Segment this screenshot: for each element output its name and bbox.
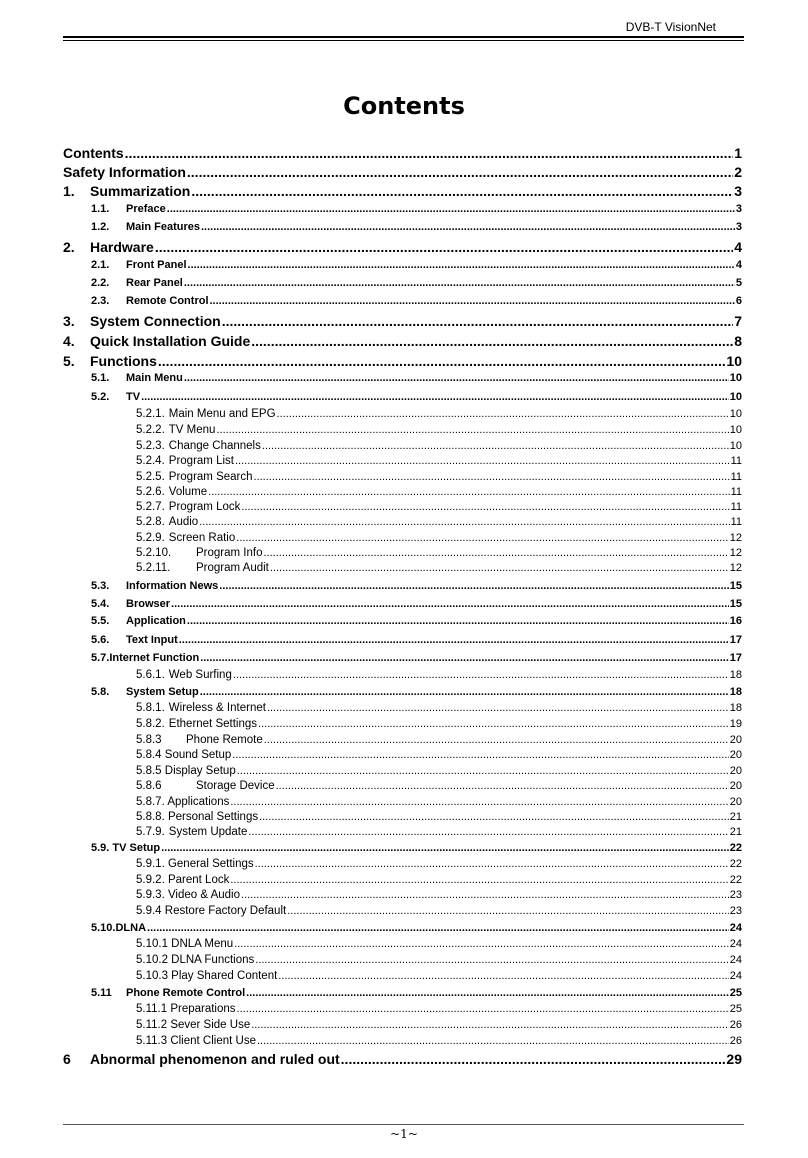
toc-entry-title: 5.9.1. General Settings — [136, 858, 254, 870]
toc-entry[interactable] — [63, 221, 742, 233]
toc-entry-title: 5.9. TV Setup — [91, 842, 161, 854]
dot-leader — [267, 702, 729, 714]
toc-entry-page: 11 — [730, 516, 742, 528]
toc-entry-title: Safety Information — [63, 164, 186, 180]
toc-entry[interactable] — [63, 734, 742, 746]
toc-entry[interactable] — [63, 842, 742, 854]
dot-leader — [237, 765, 729, 777]
dot-leader — [241, 501, 729, 513]
toc-entry[interactable] — [63, 372, 742, 384]
toc-entry[interactable] — [63, 353, 742, 369]
toc-entry[interactable] — [63, 295, 742, 307]
toc-entry-number: 5.6.1. — [136, 669, 165, 681]
toc-entry-page: 10 — [726, 353, 742, 369]
dot-leader — [158, 353, 726, 369]
toc-entry[interactable] — [63, 826, 742, 838]
dot-leader — [201, 221, 735, 233]
toc-entry-page: 6 — [735, 295, 742, 307]
toc-entry-page: 10 — [729, 391, 742, 403]
toc-entry[interactable] — [63, 164, 742, 180]
toc-entry[interactable] — [63, 183, 742, 199]
toc-entry-page: 1 — [734, 145, 742, 161]
toc-entry-page: 20 — [729, 765, 742, 777]
toc-entry[interactable] — [63, 615, 742, 627]
dot-leader — [167, 203, 735, 215]
toc-entry-title: Functions — [90, 353, 157, 369]
toc-entry-number: 2. — [63, 239, 75, 255]
dot-leader — [171, 598, 729, 610]
dot-leader — [241, 889, 729, 901]
dot-leader — [208, 486, 729, 498]
toc-entry-title: System Update — [168, 826, 248, 838]
toc-entry[interactable] — [63, 954, 742, 966]
toc-entry-page: 16 — [729, 615, 742, 627]
dot-leader — [270, 562, 729, 574]
toc-entry[interactable] — [63, 424, 742, 436]
toc-entry[interactable] — [63, 669, 742, 681]
toc-entry[interactable] — [63, 313, 742, 329]
toc-entry-title: TV — [126, 391, 141, 403]
page-number: ~1~ — [390, 1127, 418, 1141]
toc-entry[interactable] — [63, 145, 742, 161]
toc-entry-title: Screen Ratio — [168, 532, 236, 544]
dot-leader — [246, 987, 729, 999]
toc-entry-title: Preface — [126, 203, 166, 215]
dot-leader — [216, 424, 728, 436]
dot-leader — [287, 905, 729, 917]
toc-entry[interactable] — [63, 922, 742, 934]
toc-entry-title: Main Menu — [126, 372, 183, 384]
toc-entry-number: 1.2. — [91, 221, 110, 233]
dot-leader — [255, 858, 729, 870]
toc-entry-page: 3 — [735, 203, 742, 215]
toc-entry-number: 5.2.8. — [136, 516, 165, 528]
toc-entry-number: 5.2.10. — [136, 547, 172, 559]
dot-leader — [210, 295, 735, 307]
toc-entry-page: 17 — [729, 634, 742, 646]
toc-entry-number: 5.8. — [91, 686, 110, 698]
toc-entry-title: Program Audit — [196, 562, 269, 574]
toc-entry-page: 18 — [729, 702, 742, 714]
footer-rule — [63, 1124, 744, 1125]
toc-entry[interactable] — [63, 580, 742, 592]
toc-entry-number: 5.11 — [91, 987, 112, 999]
toc-entry-title: Storage Device — [196, 780, 275, 792]
toc-entry-page: 21 — [729, 811, 742, 823]
dot-leader — [258, 718, 729, 730]
toc-entry-page: 11 — [730, 501, 742, 513]
dot-leader — [257, 1035, 729, 1047]
dot-leader — [262, 440, 729, 452]
dot-leader — [235, 455, 730, 467]
toc-entry-number: 5.2.6. — [136, 486, 165, 498]
dot-leader — [147, 922, 729, 934]
toc-entry-page: 18 — [729, 669, 742, 681]
dot-leader — [188, 259, 735, 271]
dot-leader — [233, 669, 729, 681]
toc-entry-title: TV Menu — [168, 424, 216, 436]
toc-entry-page: 10 — [729, 372, 742, 384]
toc-entry[interactable] — [63, 718, 742, 730]
toc-entry-title: 5.10.2 DLNA Functions — [136, 954, 255, 966]
toc-entry-title: 5.10.1 DNLA Menu — [136, 938, 234, 950]
dot-leader — [184, 372, 729, 384]
toc-entry-title: 5.7.Internet Function — [91, 652, 200, 664]
toc-entry-title: Program Search — [168, 471, 253, 483]
header-rule — [63, 36, 744, 38]
toc-entry-title: Quick Installation Guide — [90, 333, 251, 349]
toc-entry-page: 11 — [730, 455, 742, 467]
toc-entry-page: 22 — [729, 858, 742, 870]
toc-entry-title: Volume — [168, 486, 208, 498]
toc-entry[interactable] — [63, 938, 742, 950]
dot-leader — [187, 615, 729, 627]
toc-entry-number: 5.2.7. — [136, 501, 165, 513]
toc-entry[interactable] — [63, 1051, 742, 1067]
toc-entry-page: 29 — [726, 1051, 742, 1067]
toc-entry[interactable] — [63, 765, 742, 777]
toc-entry-title: Front Panel — [126, 259, 187, 271]
toc-entry-number: 5.8.3 — [136, 734, 162, 746]
toc-entry-number: 5.1. — [91, 372, 110, 384]
toc-entry-page: 22 — [729, 842, 742, 854]
toc-entry-number: 5.2.1. — [136, 408, 165, 420]
toc-entry-title: Phone Remote — [186, 734, 263, 746]
dot-leader — [234, 938, 729, 950]
dot-leader — [251, 333, 733, 349]
toc-entry-page: 11 — [730, 486, 742, 498]
toc-entry[interactable] — [63, 970, 742, 982]
toc-entry-title: Wireless & Internet — [168, 702, 266, 714]
toc-entry-page: 4 — [734, 239, 742, 255]
toc-entry-number: 5.8.1. — [136, 702, 165, 714]
dot-leader — [277, 408, 729, 420]
header-title: DVB-T VisionNet — [625, 20, 716, 34]
toc-entry[interactable] — [63, 1003, 742, 1015]
dot-leader — [263, 547, 728, 559]
toc-entry[interactable] — [63, 203, 742, 215]
toc-entry[interactable] — [63, 598, 742, 610]
dot-leader — [254, 471, 730, 483]
toc-entry-title: Hardware — [90, 239, 154, 255]
toc-entry-number: 5.3. — [91, 580, 110, 592]
toc-entry[interactable] — [63, 259, 742, 271]
toc-entry-title: Rear Panel — [126, 277, 183, 289]
toc-entry-page: 4 — [735, 259, 742, 271]
toc-entry-number: 5. — [63, 353, 75, 369]
dot-leader — [125, 145, 734, 161]
toc-entry-page: 15 — [729, 580, 742, 592]
toc-entry[interactable] — [63, 652, 742, 664]
dot-leader — [187, 164, 733, 180]
toc-entry-title: 5.10.3 Play Shared Content — [136, 970, 278, 982]
toc-entry[interactable] — [63, 501, 742, 513]
toc-entry-page: 12 — [729, 562, 742, 574]
toc-entry-title: System Connection — [90, 313, 221, 329]
toc-entry-page: 20 — [729, 749, 742, 761]
toc-entry[interactable] — [63, 1019, 742, 1031]
toc-entry-page: 25 — [729, 987, 742, 999]
toc-entry-title: Program Info — [196, 547, 263, 559]
toc-entry-page: 24 — [729, 938, 742, 950]
toc-entry-page: 10 — [729, 440, 742, 452]
toc-entry[interactable] — [63, 858, 742, 870]
dot-leader — [222, 313, 734, 329]
toc-entry-number: 5.2.2. — [136, 424, 165, 436]
toc-entry-number: 5.8.2. — [136, 718, 165, 730]
toc-entry[interactable] — [63, 440, 742, 452]
dot-leader — [232, 749, 728, 761]
toc-entry-page: 15 — [729, 598, 742, 610]
toc-entry-page: 26 — [729, 1035, 742, 1047]
toc-entry-page: 20 — [729, 734, 742, 746]
toc-entry[interactable] — [63, 516, 742, 528]
toc-entry-page: 12 — [729, 547, 742, 559]
dot-leader — [248, 826, 728, 838]
toc-entry-title: Summarization — [90, 183, 191, 199]
toc-entry-title: 5.9.4 Restore Factory Default — [136, 905, 287, 917]
toc-entry-page: 21 — [729, 826, 742, 838]
toc-entry[interactable] — [63, 486, 742, 498]
toc-entry[interactable] — [63, 702, 742, 714]
toc-entry-title: Information News — [126, 580, 219, 592]
toc-entry-number: 2.1. — [91, 259, 110, 271]
toc-entry-page: 5 — [735, 277, 742, 289]
toc-entry[interactable] — [63, 455, 742, 467]
toc-entry-number: 5.7.9. — [136, 826, 165, 838]
toc-entry-page: 17 — [729, 652, 742, 664]
toc-entry-title: 5.8.7. Applications — [136, 796, 230, 808]
toc-entry-number: 6 — [63, 1051, 71, 1067]
toc-entry-page: 23 — [729, 905, 742, 917]
toc-entry-page: 20 — [729, 796, 742, 808]
toc-entry[interactable] — [63, 796, 742, 808]
dot-leader — [141, 391, 729, 403]
toc-entry-page: 12 — [729, 532, 742, 544]
toc-entry[interactable] — [63, 547, 742, 559]
toc-entry-title: 5.9.2. Parent Lock — [136, 874, 230, 886]
toc-entry-title: Main Features — [126, 221, 200, 233]
toc-entry[interactable] — [63, 277, 742, 289]
toc-entry-number: 2.3. — [91, 295, 110, 307]
toc-entry-page: 24 — [729, 970, 742, 982]
dot-leader — [259, 811, 729, 823]
toc-entry-title: 5.8.8. Personal Settings — [136, 811, 259, 823]
toc-entry-title: 5.11.1 Preparations — [136, 1003, 236, 1015]
toc-entry[interactable] — [63, 408, 742, 420]
toc-entry[interactable] — [63, 749, 742, 761]
toc-entry-number: 5.2.3. — [136, 440, 165, 452]
toc-entry-page: 24 — [729, 954, 742, 966]
toc-entry-number: 5.2.11. — [136, 562, 171, 574]
toc-entry-title: 5.11.3 Client Client Use — [136, 1035, 256, 1047]
toc-entry-number: 2.2. — [91, 277, 110, 289]
toc-entry[interactable] — [63, 391, 742, 403]
toc-entry[interactable] — [63, 874, 742, 886]
dot-leader — [236, 532, 728, 544]
toc-entry-page: 8 — [734, 333, 742, 349]
toc-entry-title: Phone Remote Control — [126, 987, 246, 999]
dot-leader — [341, 1051, 726, 1067]
toc-entry-page: 7 — [734, 313, 742, 329]
dot-leader — [219, 580, 728, 592]
toc-entry-number: 5.6. — [91, 634, 110, 646]
toc-entry-page: 11 — [730, 471, 742, 483]
toc-entry[interactable] — [63, 987, 742, 999]
toc-entry-page: 26 — [729, 1019, 742, 1031]
dot-leader — [200, 652, 729, 664]
toc-entry-page: 24 — [729, 922, 742, 934]
toc-entry-title: 5.9.3. Video & Audio — [136, 889, 241, 901]
toc-entry-page: 3 — [735, 221, 742, 233]
toc-entry-number: 5.8.6 — [136, 780, 162, 792]
toc-entry-title: System Setup — [126, 686, 199, 698]
toc-entry-title: Browser — [126, 598, 171, 610]
page-title: Contents — [343, 92, 465, 120]
toc-entry-number: 5.2. — [91, 391, 110, 403]
toc-entry-title: Web Surfing — [168, 669, 232, 681]
toc-entry-title: 5.11.2 Sever Side Use — [136, 1019, 251, 1031]
toc-entry-page: 20 — [729, 780, 742, 792]
toc-entry[interactable] — [63, 811, 742, 823]
toc-entry[interactable] — [63, 905, 742, 917]
toc-entry[interactable] — [63, 333, 742, 349]
header-rule-thin — [63, 40, 744, 41]
toc-entry-number: 5.2.4. — [136, 455, 165, 467]
dot-leader — [179, 634, 729, 646]
toc-entry-page: 22 — [729, 874, 742, 886]
toc-entry[interactable] — [63, 780, 742, 792]
dot-leader — [199, 516, 729, 528]
toc-entry-page: 2 — [734, 164, 742, 180]
dot-leader — [155, 239, 733, 255]
toc-entry-title: 5.10.DLNA — [91, 922, 147, 934]
dot-leader — [264, 734, 729, 746]
toc-entry-page: 19 — [729, 718, 742, 730]
toc-entry-title: Remote Control — [126, 295, 209, 307]
toc-entry-number: 4. — [63, 333, 75, 349]
toc-entry-number: 5.4. — [91, 598, 110, 610]
dot-leader — [230, 874, 728, 886]
dot-leader — [161, 842, 729, 854]
toc-entry-number: 1. — [63, 183, 75, 199]
toc-entry-title: Main Menu and EPG — [168, 408, 276, 420]
dot-leader — [184, 277, 735, 289]
toc-entry-number: 3. — [63, 313, 75, 329]
toc-entry-title: Text Input — [126, 634, 178, 646]
toc-entry-title: 5.8.4 Sound Setup — [136, 749, 232, 761]
toc-entry-title: Program List — [168, 455, 234, 467]
toc-entry-page: 23 — [729, 889, 742, 901]
dot-leader — [237, 1003, 729, 1015]
toc-entry-title: Contents — [63, 145, 124, 161]
toc-entry-number: 1.1. — [91, 203, 110, 215]
toc-entry-number: 5.2.9. — [136, 532, 165, 544]
dot-leader — [230, 796, 728, 808]
dot-leader — [278, 970, 728, 982]
toc-entry-title: Program Lock — [168, 501, 241, 513]
dot-leader — [255, 954, 728, 966]
toc-entry-page: 18 — [729, 686, 742, 698]
toc-entry-page: 25 — [729, 1003, 742, 1015]
toc-entry-title: Change Channels — [168, 440, 261, 452]
toc-entry[interactable] — [63, 471, 742, 483]
dot-leader — [251, 1019, 729, 1031]
toc-entry[interactable] — [63, 1035, 742, 1047]
toc-entry-title: Abnormal phenomenon and ruled out — [90, 1051, 340, 1067]
toc-entry-page: 10 — [729, 408, 742, 420]
toc-entry-title: Ethernet Settings — [168, 718, 258, 730]
toc-entry-title: Application — [126, 615, 186, 627]
toc-entry-number: 5.2.5. — [136, 471, 165, 483]
dot-leader — [191, 183, 733, 199]
toc-entry-title: Audio — [168, 516, 199, 528]
toc-entry-page: 10 — [729, 424, 742, 436]
toc-entry[interactable] — [63, 532, 742, 544]
toc-entry[interactable] — [63, 889, 742, 901]
toc-entry-page: 3 — [734, 183, 742, 199]
dot-leader — [276, 780, 729, 792]
toc-entry[interactable] — [63, 634, 742, 646]
toc-entry[interactable] — [63, 239, 742, 255]
toc-entry[interactable] — [63, 686, 742, 698]
toc-entry[interactable] — [63, 562, 742, 574]
toc-entry-number: 5.5. — [91, 615, 110, 627]
toc-entry-title: 5.8.5 Display Setup — [136, 765, 236, 777]
dot-leader — [200, 686, 729, 698]
